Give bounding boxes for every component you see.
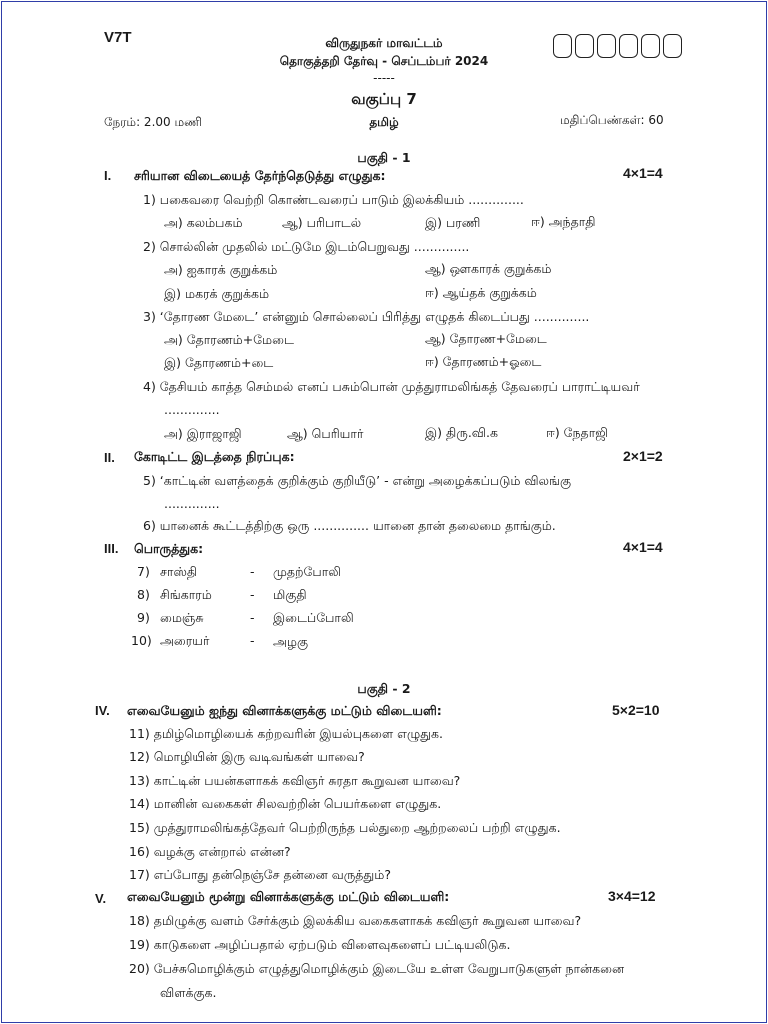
question-6: 6) யானைக் கூட்டத்திற்கு ஒரு .............. யானை தான் தலைமை தாங்கும். [143, 518, 556, 533]
section2-marks: 2×1=2 [623, 448, 663, 464]
section1-number: I. [104, 168, 112, 183]
q4-blank: .............. [164, 402, 220, 417]
q2-option-c: இ) மகரக் குறுக்கம் [164, 286, 270, 301]
match-left: அரையர் [160, 633, 210, 648]
question-14: 14) மானின் வகைகள் சிலவற்றின் பெயர்களை எழுதுக. [129, 796, 442, 811]
district-title: விருதுநகர் மாவட்டம் [325, 36, 443, 50]
q4-option-d: ஈ) நேதாஜி [546, 425, 608, 440]
question-20-continued: விளக்குக. [160, 985, 217, 1000]
match-right: இடைப்போலி [273, 610, 354, 625]
q1-option-c: இ) பரணி [425, 215, 481, 230]
section3-heading: பொருத்துக: [134, 541, 204, 556]
match-left: சிங்காரம் [160, 587, 212, 602]
question-15: 15) முத்துராமலிங்கத்தேவர் பெற்றிருந்த பல்துறை ஆற்றலைப் பற்றி எழுதுக. [129, 820, 561, 835]
question-5: 5) ‘காட்டின் வளத்தைக் குறிக்கும் குறியீடு’ - என்று அழைக்கப்படும் விலங்கு [143, 473, 572, 488]
q4-option-c: இ) திரு.வி.க [425, 425, 498, 440]
question-4: 4) தேசியம் காத்த செம்மல் எனப் பசும்பொன் முத்துராமலிங்கத் தேவரைப் பாராட்டியவர் [143, 379, 640, 394]
q2-option-b: ஆ) ஔகாரக் குறுக்கம் [425, 261, 552, 276]
match-right: மிகுதி [273, 587, 307, 602]
match-right: முதற்போலி [273, 564, 341, 579]
match-number: 8) [137, 587, 150, 602]
question-11: 11) தமிழ்மொழியைக் கற்றவரின் இயல்புகளை எழுதுக. [129, 726, 444, 741]
q1-option-a: அ) கலம்பகம் [164, 215, 243, 230]
match-right: அழகு [273, 634, 308, 649]
question-13: 13) காட்டின் பயன்களாகக் கவிஞர் சுரதா கூறுவன யாவை? [129, 773, 461, 788]
match-dash: - [250, 564, 255, 579]
match-dash: - [250, 633, 255, 648]
register-box [619, 34, 638, 58]
match-number: 10) [131, 633, 152, 648]
exam-title: தொகுத்தறி தேர்வு - செப்டம்பர் 2024 [279, 54, 489, 68]
match-number: 9) [137, 610, 150, 625]
q3-option-c: இ) தோரணம்+டை [164, 355, 274, 370]
q4-option-a: அ) இராஜாஜி [164, 426, 242, 441]
question-12: 12) மொழியின் இரு வடிவங்கள் யாவை? [129, 749, 365, 764]
max-marks: மதிப்பெண்கள்: 60 [560, 113, 664, 127]
q5-blank: .............. [164, 496, 220, 511]
section3-marks: 4×1=4 [623, 539, 663, 555]
question-1: 1) பகைவரை வெற்றி கொண்டவரைப் பாடும் இலக்கியம் .............. [143, 192, 524, 207]
q2-option-a: அ) ஐகாரக் குறுக்கம் [164, 262, 278, 277]
section5-number: V. [95, 891, 107, 906]
section2-heading: கோடிட்ட இடத்தை நிரப்புக: [134, 449, 295, 464]
section5-marks: 3×4=12 [608, 888, 656, 904]
section1-heading: சரியான விடையைத் தேர்ந்தெடுத்து எழுதுக: [134, 168, 386, 183]
match-number: 7) [137, 564, 150, 579]
question-19: 19) காடுகளை அழிப்பதால் ஏற்படும் விளைவுகளைப் பட்டியலிடுக. [129, 937, 511, 952]
part1-title: பகுதி - 1 [357, 150, 411, 165]
match-dash: - [250, 587, 255, 602]
register-box [575, 34, 594, 58]
section1-marks: 4×1=4 [623, 165, 663, 181]
section3-number: III. [104, 541, 119, 556]
paper-code: V7T [104, 29, 132, 46]
q1-option-d: ஈ) அந்தாதி [531, 214, 596, 229]
match-left: சாஸ்தி [160, 564, 198, 579]
question-18: 18) தமிழுக்கு வளம் சேர்க்கும் இலக்கிய வகைகளாகக் கவிஞர் கூறுவன யாவை? [129, 913, 582, 928]
question-20: 20) பேச்சுமொழிக்கும் எழுத்துமொழிக்கும் இடையே உள்ள வேறுபாடுகளுள் நான்கனை [129, 961, 625, 976]
register-box [641, 34, 660, 58]
class-title: வகுப்பு 7 [351, 90, 417, 108]
match-dash: - [250, 610, 255, 625]
part2-title: பகுதி - 2 [357, 681, 411, 696]
question-2: 2) சொல்லின் முதலில் மட்டுமே இடம்பெறுவது .............. [143, 239, 470, 254]
question-3: 3) ‘தோரண மேடை’ என்னும் சொல்லைப் பிரித்து எழுதக் கிடைப்பது .............. [143, 309, 590, 324]
q2-option-d: ஈ) ஆய்தக் குறுக்கம் [425, 285, 537, 300]
section4-number: IV. [95, 703, 110, 718]
q3-option-d: ஈ) தோரணம்+ஓடை [425, 354, 542, 369]
q3-option-b: ஆ) தோரண+மேடை [425, 331, 547, 346]
register-box [597, 34, 616, 58]
q4-option-b: ஆ) பெரியார் [287, 426, 364, 441]
header-divider: ----- [373, 71, 395, 85]
section2-number: II. [104, 450, 115, 465]
question-16: 16) வழக்கு என்றால் என்ன? [129, 844, 291, 859]
register-box [663, 34, 682, 58]
section5-heading: எவையேனும் மூன்று வினாக்களுக்கு மட்டும் விடையளி: [127, 889, 450, 904]
section4-marks: 5×2=10 [612, 702, 660, 718]
register-box [553, 34, 572, 58]
q3-option-a: அ) தோரணம்+மேடை [164, 332, 294, 347]
exam-time: நேரம்: 2.00 மணி [104, 115, 202, 129]
question-17: 17) எப்போது தன்நெஞ்சே தன்னை வருத்தும்? [129, 867, 391, 882]
match-left: மைஞ்சு [160, 610, 204, 625]
section4-heading: எவையேனும் ஐந்து வினாக்களுக்கு மட்டும் விடையளி: [127, 703, 442, 718]
q1-option-b: ஆ) பரிபாடல் [282, 215, 362, 230]
register-number-boxes [553, 34, 682, 58]
subject-title: தமிழ் [369, 115, 399, 129]
